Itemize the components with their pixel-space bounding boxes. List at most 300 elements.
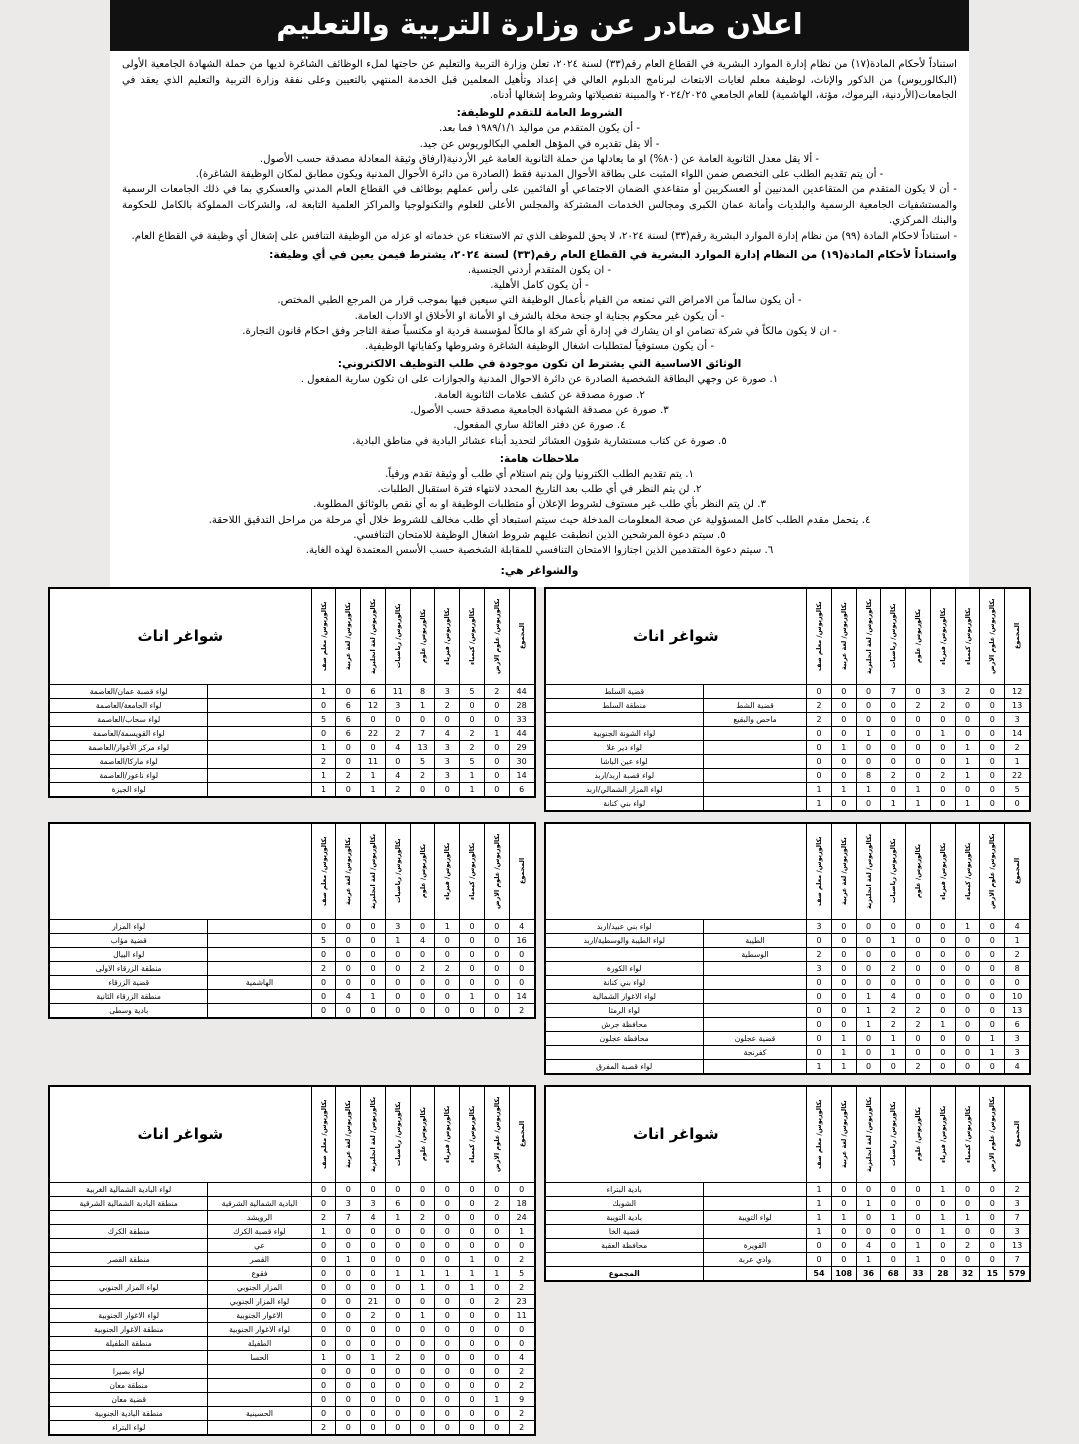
column-header: بكالوريوس/ لغة عربية xyxy=(831,1086,856,1182)
column-header: بكالوريوس/ فيزياء xyxy=(435,588,460,684)
cell-value: 0 xyxy=(435,1210,460,1224)
cell-value: 0 xyxy=(930,1045,955,1059)
intro-paragraph: استناداً لأحكام المادة(١٧) من نظام إدارة الموارد البشرية في القطاع العام رقم(٣٣) لسنة ٢٠٢٤، تعلن وزارة التربية والتعليم عن حاجتها لملء الوظائف الشاغرة لديها من حملة الشهادة الجامعية الأولى (البكالوريوس) من الذكور والإناث، لوظيفة معلم لغايات الابتعاث لبرنامج الدبلوم العالي في إعداد وتأهيل المعلمين قبل الخدمة المنتهي بالتعيين وعلى نفقة وزارة التربية والتعليم الذي يعقد في الجامعات(الأردنية، اليرموك، مؤتة، الهاشمية) للعام الجامعي ٢٠٢٤/٢٠٢٥ والمبينة تفصيلاتها وشروط إشغالها أدناه. xyxy=(122,59,958,101)
column-header: بكالوريوس/ لغة عربية xyxy=(336,823,361,919)
document-item: ٣. صورة عن مصدقة الشهادة الجامعية مصدقة حسب الأصول. xyxy=(410,404,669,416)
table-row xyxy=(50,1350,535,1364)
cell-value: 1 xyxy=(856,1252,881,1266)
cell-value: 0 xyxy=(509,1322,534,1336)
cell-value: 0 xyxy=(807,933,832,947)
column-header: بكالوريوس/ فيزياء xyxy=(435,823,460,919)
cell-area: لواء سحاب/العاصمة xyxy=(50,712,208,726)
cell-subarea xyxy=(703,1224,806,1238)
table-row xyxy=(50,1336,535,1350)
column-header: بكالوريوس/ رياضيات xyxy=(881,1086,906,1182)
table-block-badia xyxy=(48,1085,536,1436)
cell-subarea xyxy=(208,947,311,961)
cell-subarea: الاغوار الجنوبية xyxy=(208,1308,311,1322)
cell-value: 0 xyxy=(385,1238,410,1252)
cell-value: 0 xyxy=(509,1238,534,1252)
table-row xyxy=(545,1045,1030,1059)
cell-area xyxy=(50,1266,208,1280)
cell-value: 0 xyxy=(807,726,832,740)
table-row xyxy=(50,1003,535,1017)
cell-value: 0 xyxy=(435,1336,460,1350)
cell-value: 1 xyxy=(807,796,832,810)
cell-subarea xyxy=(208,684,311,698)
cell-value: 0 xyxy=(460,933,485,947)
cell-area: منطقة الزرقاء الاولى xyxy=(50,961,208,975)
cell-value: 0 xyxy=(435,947,460,961)
cell-value: 0 xyxy=(955,1224,980,1238)
cell-area: بادية وسطى xyxy=(50,1003,208,1017)
article19-item: - أن يكون غير محكوم بجناية او جنحة مخلة بالشرف او الأمانة او الأخلاق او الاداب العامة. xyxy=(354,310,725,322)
cell-value: 1 xyxy=(385,1266,410,1280)
table-row xyxy=(545,740,1030,754)
cell-value: 0 xyxy=(311,1308,336,1322)
cell-value: 0 xyxy=(980,684,1005,698)
cell-value: 3 xyxy=(336,1196,361,1210)
cell-value: 0 xyxy=(385,961,410,975)
table-row xyxy=(545,919,1030,933)
cell-value: 2 xyxy=(906,1017,931,1031)
cell-value: 1 xyxy=(311,1224,336,1238)
cell-value: 0 xyxy=(831,1224,856,1238)
column-header: المجموع xyxy=(509,1086,534,1182)
notes-title: ملاحظات هامة: xyxy=(499,452,580,465)
cell-value: 0 xyxy=(460,1196,485,1210)
cell-value: 4 xyxy=(509,1350,534,1364)
column-header: بكالوريوس/ لغة انجليزية xyxy=(856,823,881,919)
cell-area: لواء ماركا/العاصمة xyxy=(50,754,208,768)
cell-value: 2 xyxy=(435,961,460,975)
cell-value: 0 xyxy=(807,975,832,989)
cell-value: 0 xyxy=(980,919,1005,933)
cell-value: 0 xyxy=(856,684,881,698)
cell-area xyxy=(545,1252,703,1266)
cell-value: 0 xyxy=(385,1336,410,1350)
cell-value: 5 xyxy=(311,712,336,726)
cell-value: 0 xyxy=(336,1406,361,1420)
cell-value: 0 xyxy=(930,1031,955,1045)
cell-value: 2 xyxy=(311,754,336,768)
cell-value: 0 xyxy=(435,1392,460,1406)
cell-value: 0 xyxy=(831,989,856,1003)
cell-value: 0 xyxy=(361,1182,386,1196)
cell-value: 8 xyxy=(1005,961,1030,975)
cell-value: 0 xyxy=(807,1003,832,1017)
cell-value: 0 xyxy=(361,933,386,947)
cell-area xyxy=(50,1350,208,1364)
cell-value: 0 xyxy=(460,712,485,726)
cell-value: 0 xyxy=(435,712,460,726)
cell-value: 0 xyxy=(881,698,906,712)
cell-subarea xyxy=(208,1378,311,1392)
cell-value: 0 xyxy=(385,1308,410,1322)
cell-value: 0 xyxy=(856,1224,881,1238)
cell-value: 2 xyxy=(311,1420,336,1434)
cell-value: 0 xyxy=(980,1238,1005,1252)
cell-value: 0 xyxy=(807,989,832,1003)
cell-value: 0 xyxy=(385,975,410,989)
cell-value: 0 xyxy=(361,1364,386,1378)
cell-value: 6 xyxy=(385,1196,410,1210)
table-row xyxy=(50,1406,535,1420)
cell-value: 3 xyxy=(385,919,410,933)
article19-item: - أن يكون مستوفياً لمتطلبات اشغال الوظيفة الشاغرة وشروطها وكفاياتها الوظيفية. xyxy=(364,341,715,353)
cell-value: 0 xyxy=(361,1336,386,1350)
cell-value: 0 xyxy=(410,1252,435,1266)
cell-value: 0 xyxy=(311,1196,336,1210)
cell-area: لواء قصبة عمان/العاصمة xyxy=(50,684,208,698)
cell-value: 2 xyxy=(509,1420,534,1434)
cell-area: محافظة جرش xyxy=(545,1017,703,1031)
table-title: شواغر اناث xyxy=(545,588,807,684)
cell-value: 0 xyxy=(311,1252,336,1266)
cell-value: 0 xyxy=(361,1003,386,1017)
column-header: بكالوريوس/ رياضيات xyxy=(385,1086,410,1182)
cell-value: 0 xyxy=(980,754,1005,768)
cell-value: 0 xyxy=(831,768,856,782)
cell-value: 0 xyxy=(856,698,881,712)
cell-value: 0 xyxy=(410,989,435,1003)
cell-value: 14 xyxy=(1005,726,1030,740)
cell-value: 0 xyxy=(410,1392,435,1406)
table-row xyxy=(50,1322,535,1336)
cell-value: 1 xyxy=(460,782,485,796)
cell-value: 1 xyxy=(856,989,881,1003)
table-row xyxy=(545,1003,1030,1017)
cell-value: 0 xyxy=(385,1003,410,1017)
cell-value: 6 xyxy=(1005,1017,1030,1031)
cell-value: 3 xyxy=(1005,1224,1030,1238)
cell-value: 0 xyxy=(856,1182,881,1196)
cell-subarea: الوسطية xyxy=(703,947,806,961)
cell-subarea xyxy=(703,782,806,796)
cell-area: لواء الييال xyxy=(50,947,208,961)
cell-value: 0 xyxy=(881,1182,906,1196)
cell-value: 1 xyxy=(311,684,336,698)
column-header: المجموع xyxy=(509,588,534,684)
cell-area: لواء بصيرا xyxy=(50,1364,208,1378)
cell-value: 1 xyxy=(311,768,336,782)
cell-area: لواء قصبة اربد/اربد xyxy=(545,768,703,782)
cell-value: 0 xyxy=(385,754,410,768)
cell-value: 0 xyxy=(435,1252,460,1266)
cell-value: 0 xyxy=(807,1045,832,1059)
cell-value: 0 xyxy=(980,768,1005,782)
cell-value: 0 xyxy=(906,919,931,933)
column-header: بكالوريوس/ معلم صف xyxy=(311,1086,336,1182)
cell-value: 0 xyxy=(410,1350,435,1364)
cell-value: 0 xyxy=(906,1224,931,1238)
cell-subarea xyxy=(208,754,311,768)
cell-value: 1 xyxy=(361,782,386,796)
table-total-row xyxy=(545,1266,1030,1280)
cell-value: 0 xyxy=(980,947,1005,961)
column-header: بكالوريوس/ علوم xyxy=(906,823,931,919)
cell-area: لواء الطيبة والوسطية/اربد xyxy=(545,933,703,947)
cell-value: 0 xyxy=(435,1238,460,1252)
cell-area: منطقة البادية الجنوبية xyxy=(50,1406,208,1420)
condition-item: - أن يكون المتقدم من مواليد ١٩٨٩/١/١ فما بعد. xyxy=(438,123,640,135)
cell-value: 0 xyxy=(336,754,361,768)
cell-value: 1 xyxy=(410,1308,435,1322)
cell-value: 1 xyxy=(881,1045,906,1059)
table-row xyxy=(50,684,535,698)
cell-value: 6 xyxy=(509,782,534,796)
cell-value: 2 xyxy=(361,1308,386,1322)
cell-value: 1 xyxy=(435,919,460,933)
table-row xyxy=(50,712,535,726)
cell-subarea: لواء قصبة الكرك xyxy=(208,1224,311,1238)
table-row xyxy=(50,1294,535,1308)
column-header: المجموع xyxy=(1005,823,1030,919)
cell-value: 0 xyxy=(856,754,881,768)
cell-value: 7 xyxy=(336,1210,361,1224)
cell-area xyxy=(545,712,703,726)
cell-value: 9 xyxy=(509,1392,534,1406)
cell-value: 0 xyxy=(807,768,832,782)
column-header: بكالوريوس/ معلم صف xyxy=(311,823,336,919)
cell-area: لواء الرمثا xyxy=(545,1003,703,1017)
cell-value: 1 xyxy=(856,782,881,796)
cell-subarea xyxy=(208,933,311,947)
condition-item: - استناداً لاحكام المادة (٩٩) من نظام إدارة الموارد البشرية رقم(٣٣) لسنة ٢٠٢٤، لا يحق للموظف الذي تم الاستغناء عن خدماته او عزله من الوظيفة التنافس على إشغال أي وظيفة في القطاع العام. xyxy=(131,231,957,243)
table-row xyxy=(50,1266,535,1280)
cell-value: 0 xyxy=(435,782,460,796)
cell-value: 0 xyxy=(460,961,485,975)
cell-value: 0 xyxy=(361,919,386,933)
cell-value: 1 xyxy=(807,1224,832,1238)
total-value: 54 xyxy=(807,1266,832,1280)
total-value: 33 xyxy=(906,1266,931,1280)
cell-value: 1 xyxy=(807,782,832,796)
cell-value: 0 xyxy=(980,1017,1005,1031)
cell-value: 0 xyxy=(906,961,931,975)
cell-value: 0 xyxy=(831,726,856,740)
vacancy-table xyxy=(48,1085,536,1436)
cell-subarea xyxy=(703,796,806,810)
cell-value: 23 xyxy=(509,1294,534,1308)
cell-value: 0 xyxy=(807,1031,832,1045)
cell-value: 0 xyxy=(906,754,931,768)
cell-value: 2 xyxy=(385,782,410,796)
cell-value: 0 xyxy=(955,961,980,975)
cell-value: 0 xyxy=(336,1378,361,1392)
cell-value: 11 xyxy=(509,1308,534,1322)
cell-area: منطقة الكرك xyxy=(50,1224,208,1238)
cell-value: 0 xyxy=(435,1294,460,1308)
column-header: بكالوريوس/ لغة عربية xyxy=(336,588,361,684)
vacancy-table xyxy=(544,1085,1032,1282)
cell-value: 0 xyxy=(955,1031,980,1045)
cell-value: 0 xyxy=(484,754,509,768)
cell-value: 0 xyxy=(930,933,955,947)
cell-subarea: قضية عجلون xyxy=(703,1031,806,1045)
cell-value: 0 xyxy=(906,975,931,989)
cell-value: 1 xyxy=(930,1017,955,1031)
cell-value: 0 xyxy=(484,1210,509,1224)
cell-value: 1 xyxy=(831,1045,856,1059)
cell-value: 0 xyxy=(460,1392,485,1406)
cell-subarea xyxy=(208,919,311,933)
table-row xyxy=(545,684,1030,698)
cell-value: 1 xyxy=(980,1031,1005,1045)
cell-value: 1 xyxy=(930,1224,955,1238)
cell-value: 0 xyxy=(831,1017,856,1031)
total-value: 108 xyxy=(831,1266,856,1280)
cell-value: 44 xyxy=(509,726,534,740)
cell-value: 1 xyxy=(460,1252,485,1266)
cell-value: 0 xyxy=(311,919,336,933)
column-header: بكالوريوس/ كيمياء xyxy=(955,588,980,684)
cell-value: 0 xyxy=(361,1322,386,1336)
cell-value: 0 xyxy=(336,975,361,989)
cell-value: 1 xyxy=(831,1059,856,1073)
total-value: 28 xyxy=(930,1266,955,1280)
cell-value: 0 xyxy=(460,975,485,989)
cell-value: 2 xyxy=(509,1252,534,1266)
cell-value: 1 xyxy=(980,1045,1005,1059)
cell-value: 0 xyxy=(460,1294,485,1308)
cell-area: لواء عين الباشا xyxy=(545,754,703,768)
cell-value: 0 xyxy=(435,1378,460,1392)
cell-value: 0 xyxy=(361,1378,386,1392)
cell-value: 0 xyxy=(385,1280,410,1294)
cell-value: 0 xyxy=(930,712,955,726)
cell-area: لواء بني كنانة xyxy=(545,975,703,989)
cell-subarea: الرويشد xyxy=(208,1210,311,1224)
cell-value: 0 xyxy=(906,740,931,754)
cell-value: 0 xyxy=(460,1336,485,1350)
cell-value: 0 xyxy=(906,1196,931,1210)
cell-subarea xyxy=(703,1059,806,1073)
column-header: بكالوريوس/ كيمياء xyxy=(955,823,980,919)
cell-value: 0 xyxy=(311,1336,336,1350)
cell-value: 0 xyxy=(955,1017,980,1031)
cell-subarea: الطفيلة xyxy=(208,1336,311,1350)
cell-value: 30 xyxy=(509,754,534,768)
cell-value: 1 xyxy=(509,1224,534,1238)
cell-value: 2 xyxy=(336,768,361,782)
cell-value: 0 xyxy=(460,1003,485,1017)
cell-value: 0 xyxy=(410,1224,435,1238)
cell-subarea xyxy=(703,1196,806,1210)
cell-value: 0 xyxy=(906,712,931,726)
cell-value: 4 xyxy=(410,933,435,947)
cell-value: 7 xyxy=(1005,1210,1030,1224)
cell-value: 0 xyxy=(930,796,955,810)
cell-value: 0 xyxy=(336,684,361,698)
cell-value: 0 xyxy=(361,975,386,989)
table-row xyxy=(50,782,535,796)
cell-value: 2 xyxy=(807,698,832,712)
table-row xyxy=(545,989,1030,1003)
cell-value: 1 xyxy=(831,1210,856,1224)
cell-value: 0 xyxy=(955,1252,980,1266)
cell-value: 1 xyxy=(807,1059,832,1073)
cell-value: 0 xyxy=(831,1238,856,1252)
cell-value: 0 xyxy=(311,1238,336,1252)
cell-value: 0 xyxy=(980,740,1005,754)
cell-subarea: القويرة xyxy=(703,1238,806,1252)
cell-value: 0 xyxy=(906,1045,931,1059)
cell-value: 0 xyxy=(336,1392,361,1406)
cell-area: قضية الزرقاء xyxy=(50,975,208,989)
cell-value: 1 xyxy=(1005,933,1030,947)
cell-subarea xyxy=(703,989,806,1003)
cell-value: 0 xyxy=(831,1252,856,1266)
cell-value: 0 xyxy=(881,726,906,740)
cell-area: لواء البادية الشمالية الغربية xyxy=(50,1182,208,1196)
cell-value: 1 xyxy=(385,933,410,947)
cell-area: منطقة السلط xyxy=(545,698,703,712)
column-header: بكالوريوس/ معلم صف xyxy=(807,588,832,684)
cell-value: 0 xyxy=(980,782,1005,796)
cell-value: 3 xyxy=(435,684,460,698)
table-row xyxy=(50,1378,535,1392)
cell-value: 0 xyxy=(484,1182,509,1196)
cell-value: 0 xyxy=(930,1003,955,1017)
cell-value: 0 xyxy=(311,1364,336,1378)
table-row xyxy=(545,796,1030,810)
cell-value: 0 xyxy=(955,947,980,961)
column-header: بكالوريوس/ كيمياء xyxy=(460,588,485,684)
cell-value: 0 xyxy=(311,975,336,989)
cell-value: 2 xyxy=(509,1378,534,1392)
cell-value: 0 xyxy=(361,1420,386,1434)
cell-value: 0 xyxy=(484,698,509,712)
condition-item: - أن يتم تقديم الطلب على التخصص ضمن اللواء المثبت على بطاقة الأحوال المدنية فقط (الصادرة من دائرة الأحوال المدنية ويكون مطابق لمكان الوظيفة الشاغرة). xyxy=(195,169,884,181)
cell-value: 2 xyxy=(509,1003,534,1017)
cell-area: منطقة القصر xyxy=(50,1252,208,1266)
cell-value: 0 xyxy=(385,1364,410,1378)
cell-value: 24 xyxy=(509,1210,534,1224)
cell-value: 0 xyxy=(460,1224,485,1238)
table-row xyxy=(50,1420,535,1434)
column-header: بكالوريوس/ لغة انجليزية xyxy=(361,1086,386,1182)
cell-value: 0 xyxy=(930,989,955,1003)
cell-value: 0 xyxy=(881,947,906,961)
cell-value: 2 xyxy=(484,1294,509,1308)
cell-area: قضية السلط xyxy=(545,684,703,698)
cell-value: 11 xyxy=(385,684,410,698)
cell-value: 2 xyxy=(509,1406,534,1420)
cell-value: 4 xyxy=(435,726,460,740)
column-header: بكالوريوس/ فيزياء xyxy=(930,1086,955,1182)
cell-value: 0 xyxy=(831,1196,856,1210)
cell-value: 0 xyxy=(311,1266,336,1280)
column-header: بكالوريوس/ لغة انجليزية xyxy=(361,823,386,919)
cell-value: 2 xyxy=(930,768,955,782)
table-row xyxy=(545,947,1030,961)
cell-value: 0 xyxy=(336,782,361,796)
cell-value: 1 xyxy=(856,1196,881,1210)
cell-value: 0 xyxy=(509,947,534,961)
cell-value: 1 xyxy=(831,740,856,754)
cell-value: 0 xyxy=(509,975,534,989)
cell-subarea xyxy=(703,740,806,754)
total-value: 36 xyxy=(856,1266,881,1280)
cell-value: 0 xyxy=(831,1182,856,1196)
cell-value: 0 xyxy=(385,1224,410,1238)
cell-value: 5 xyxy=(460,754,485,768)
cell-value: 0 xyxy=(856,933,881,947)
cell-value: 0 xyxy=(435,975,460,989)
table-row xyxy=(545,768,1030,782)
cell-value: 0 xyxy=(831,1003,856,1017)
